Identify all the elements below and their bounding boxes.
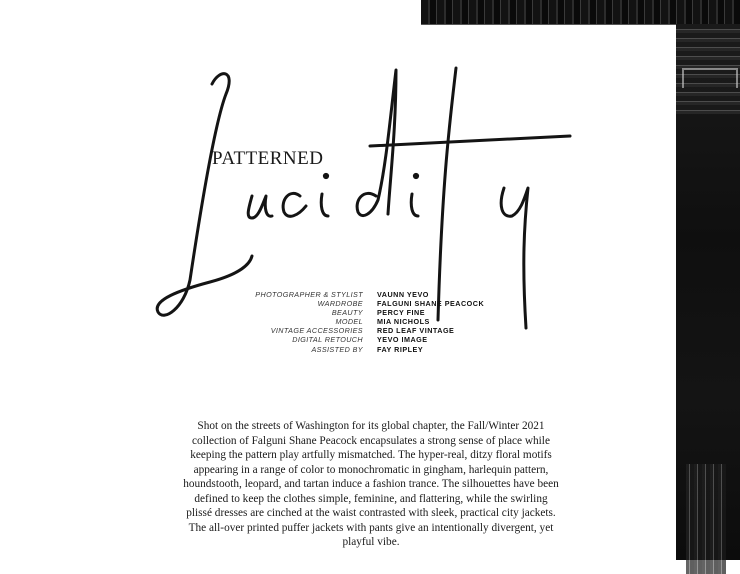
credit-row <box>230 345 490 354</box>
credit-role: BEAUTY <box>331 308 363 318</box>
credit-name: VAUNN YEVO <box>377 290 429 299</box>
credit-row <box>230 335 490 344</box>
credit-name: YEVO IMAGE <box>377 335 428 345</box>
credit-role: WARDROBE <box>317 299 363 309</box>
film-strip-top <box>421 0 740 25</box>
credit-role: VINTAGE ACCESSORIES <box>270 326 363 336</box>
credit-row <box>230 308 490 317</box>
credit-name: RED LEAF VINTAGE <box>377 326 455 336</box>
credit-row <box>230 326 490 335</box>
credit-name: FALGUNI SHANE PEACOCK <box>377 299 485 309</box>
credit-row <box>230 317 490 326</box>
credit-name: FAY RIPLEY <box>377 344 424 354</box>
film-strip-right <box>676 24 740 560</box>
film-notch <box>682 68 738 88</box>
credit-row <box>230 299 490 308</box>
credits-list <box>230 290 490 354</box>
film-streak-texture <box>686 464 726 574</box>
credit-name: MIA NICHOLS <box>377 317 430 327</box>
credit-row <box>230 290 490 299</box>
credit-role: PHOTOGRAPHER & STYLIST <box>255 290 363 299</box>
credit-role: DIGITAL RETOUCH <box>292 335 363 345</box>
credit-role: MODEL <box>335 317 363 327</box>
credit-name: PERCY FINE <box>377 308 426 318</box>
article-kicker: PATTERNED <box>212 148 324 169</box>
credit-role: ASSISTED BY <box>311 344 363 354</box>
article-body: Shot on the streets of Washington for its global chapter, the Fall/Winter 2021 collection of Falguni Shane Peacock encapsulates a strong sense of place while keeping the pattern play artfully mismatched. The hyper-real, ditzy floral motifs appearing in a range of color to monochromatic in gingham, harlequin pattern, houndstooth, leopard, and tartan induce a fashion trance. The silhouettes have been defined to keep the clothes simple, feminine, and flattering, while the swirling plissé dresses are cinched at the waist contrasted with sleek, practical city jackets. The all-over printed puffer jackets with pants give an intentionally divergent, yet playful vibe. <box>183 420 559 548</box>
